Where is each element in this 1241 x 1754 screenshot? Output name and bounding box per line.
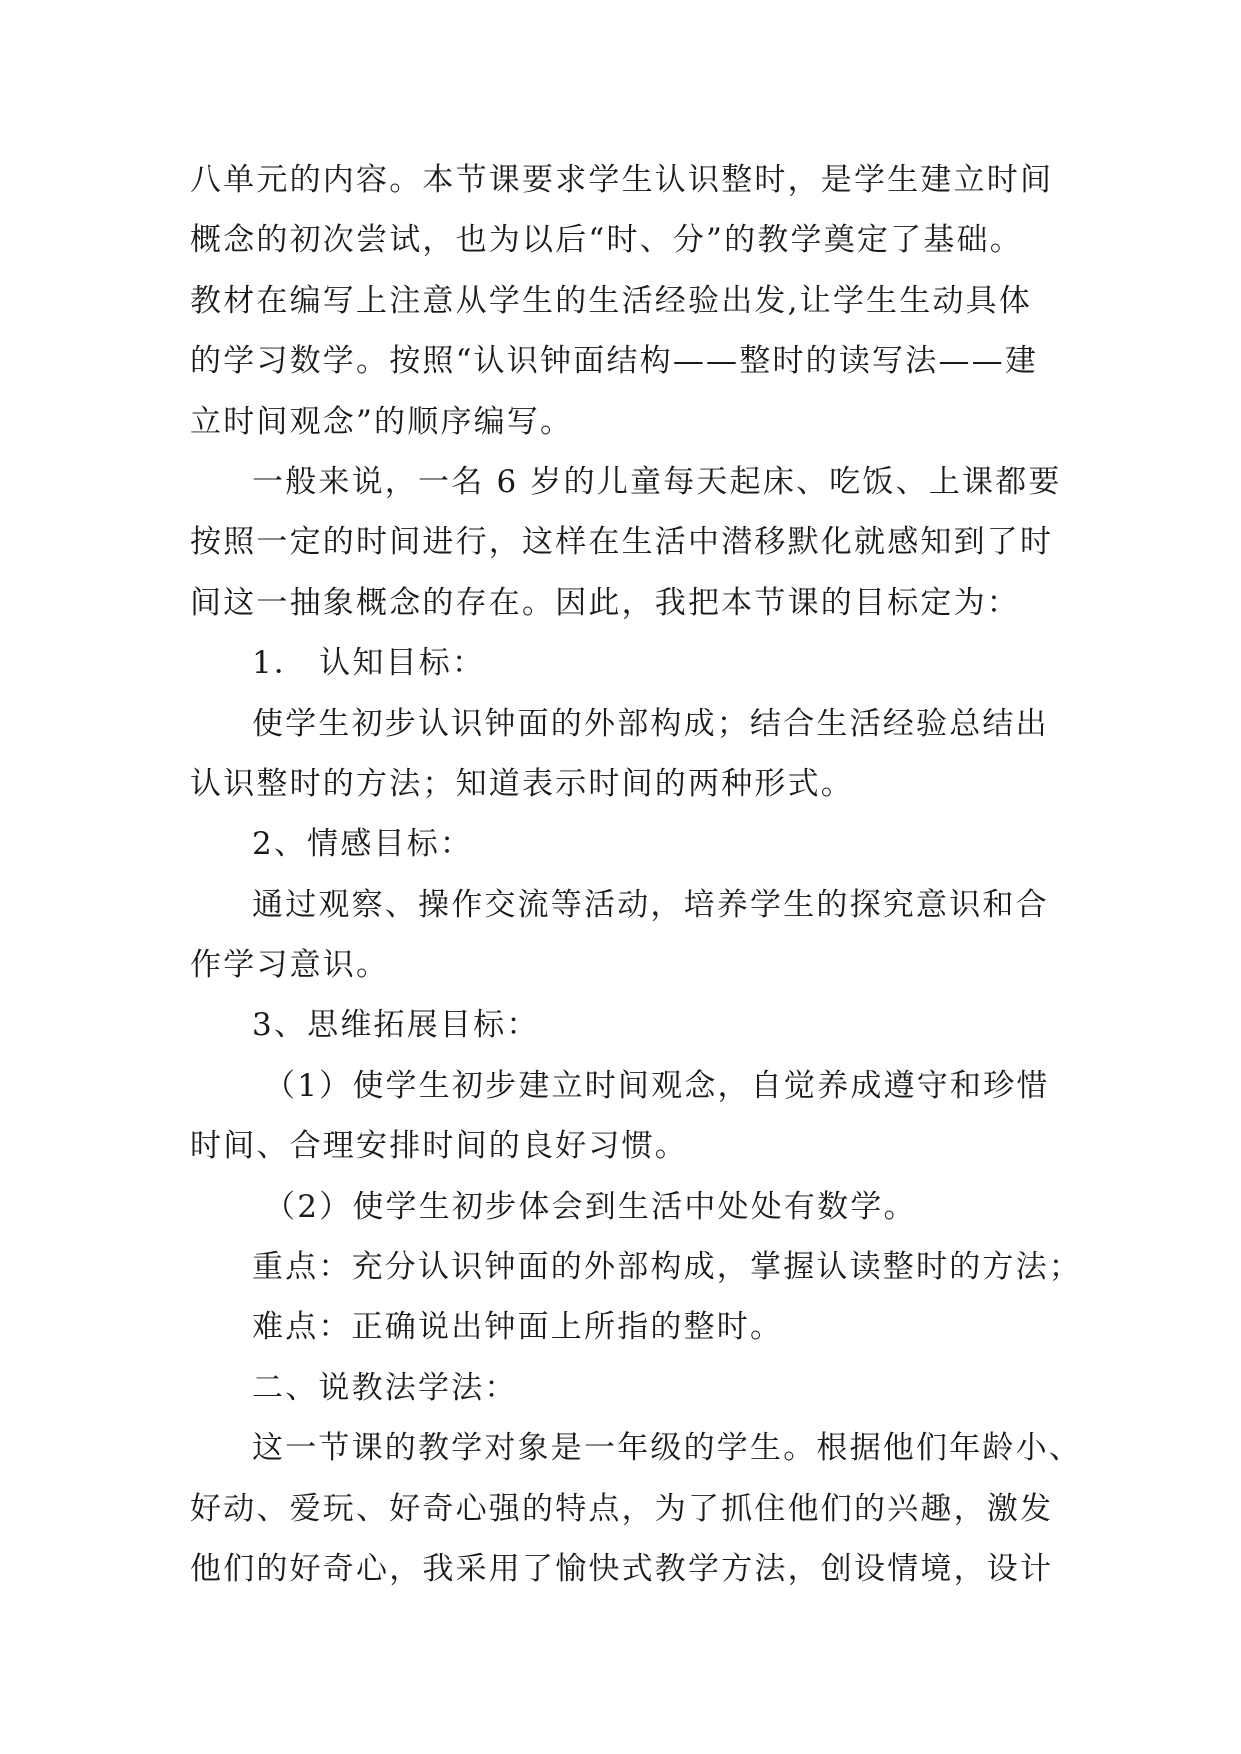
text-line: 他们的好奇心，我采用了愉快式教学方法，创设情境，设计	[190, 1550, 1054, 1587]
difficult-point: 难点：正确说出钟面上所指的整时。	[252, 1309, 784, 1346]
key-point: 重点：充分认识钟面的外部构成，掌握认读整时的方法；	[252, 1249, 1082, 1286]
text-line: 按照一定的时间进行，这样在生活中潜移默化就感知到了时	[190, 524, 1054, 561]
paragraph-start: 这一节课的教学对象是一年级的学生。根据他们年龄小、	[252, 1430, 1082, 1467]
paragraph-start: 使学生初步认识钟面的外部构成；结合生活经验总结出	[252, 705, 1049, 742]
text-line: 八单元的内容。本节课要求学生认识整时，是学生建立时间	[190, 162, 1054, 198]
text-line: 立时间观念”的顺序编写。	[190, 403, 574, 440]
text-line: 间这一抽象概念的存在。因此，我把本节课的目标定为：	[190, 584, 1020, 621]
text-line: 概念的初次尝试，也为以后“时、分”的教学奠定了基础。	[190, 222, 1023, 259]
text-line: 的学习数学。按照“认识钟面结构——整时的读写法——建	[190, 343, 1039, 380]
list-item: （2）使学生初步体会到生活中处处有数学。	[264, 1188, 917, 1225]
text-line: 作学习意识。	[190, 947, 390, 984]
section-heading: 二、说教法学法：	[252, 1369, 518, 1406]
text-line: 时间、合理安排时间的良好习惯。	[190, 1128, 688, 1165]
section-heading: 2、情感目标：	[252, 826, 474, 863]
body-text	[190, 150, 1082, 1599]
list-item: （1）使学生初步建立时间观念，自觉养成遵守和珍惜	[264, 1067, 1050, 1104]
paragraph-start: 一般来说，一名 6 岁的儿童每天起床、吃饭、上课都要	[252, 463, 1062, 500]
section-heading: 1． 认知目标：	[252, 645, 486, 682]
text-line: 认识整时的方法；知道表示时间的两种形式。	[190, 765, 854, 802]
text-line: 教材在编写上注意从学生的生活经验出发,让学生生动具体	[190, 282, 1033, 319]
text-line: 好动、爱玩、好奇心强的特点，为了抓住他们的兴趣，激发	[190, 1490, 1054, 1527]
section-heading: 3、思维拓展目标：	[252, 1007, 540, 1044]
paragraph-start: 通过观察、操作交流等活动，培养学生的探究意识和合	[252, 886, 1049, 923]
